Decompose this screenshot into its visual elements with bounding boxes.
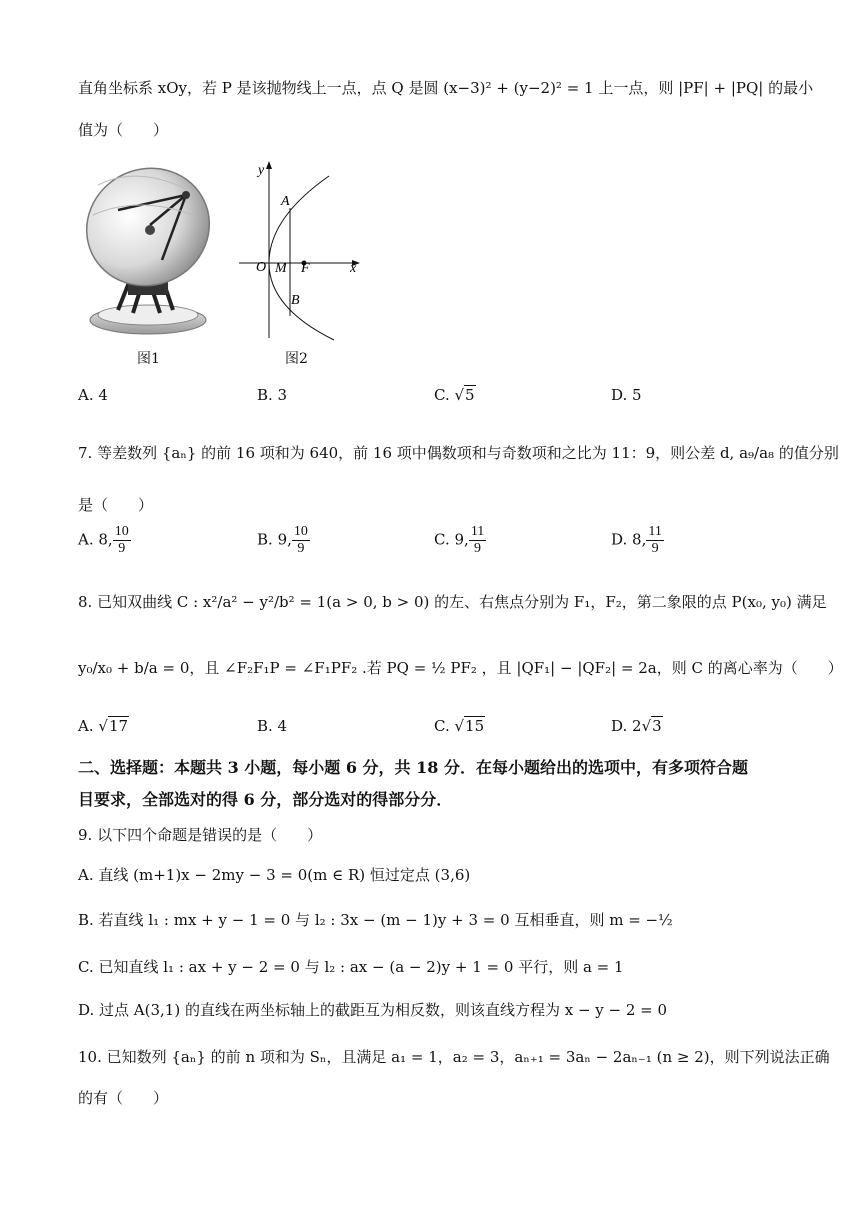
q8-stem-line1: 8. 已知双曲线 C : x²/a² − y²/b² = 1(a > 0, b > 0) 的左、右焦点分别为 F₁，F₂，第二象限的点 P(x₀, y₀) 满足 (78, 593, 827, 611)
q8-stem-line2: y₀/x₀ + b/a = 0，且 ∠F₂F₁P = ∠F₁PF₂ .若 PQ = ½ PF₂ ，且 |QF₁| − |QF₂| = 2a，则 C 的离心率为（ ） (78, 659, 843, 677)
q8-option-b: B. 4 (257, 717, 288, 735)
q8-option-a: A. √17 (78, 717, 129, 735)
q7-stem-line1: 7. 等差数列 {aₙ} 的前 16 项和为 640，前 16 项中偶数项和与奇数项和之比为 11：9，则公差 d, a₉/a₈ 的值分别 (78, 444, 839, 462)
q6-option-c: C. √5 (434, 386, 475, 404)
q8-option-d: D. 2√3 (611, 717, 662, 735)
q6-stem-line2: 值为（ ） (78, 121, 169, 139)
q7-option-c: C. 9, $\frac{11}{9}$ (434, 524, 485, 556)
q7-option-a: A. 8, $\frac{10}{9}$ (78, 524, 129, 556)
q8-option-c: C. √15 (434, 717, 485, 735)
fig2-label-y: y (258, 163, 265, 178)
q6-option-d: D. 5 (611, 386, 642, 404)
q9-option-b: B. 若直线 l₁ : mx + y − 1 = 0 与 l₂ : 3x − (m − 1)y + 3 = 0 互相垂直，则 m = −½ (78, 911, 673, 929)
q7-option-b: B. 9, $\frac{10}{9}$ (257, 524, 308, 556)
q6-stem-line1: 直角坐标系 xOy，若 P 是该抛物线上一点，点 Q 是圆 (x−3)² + (y−2)² = 1 上一点，则 |PF| + |PQ| 的最小 (78, 79, 814, 97)
fig2-label-A: A (281, 194, 290, 209)
section2-heading-line2: 目要求，全部选对的得 6 分，部分选对的得部分分． (78, 790, 453, 809)
fig2-label-M: M (275, 261, 287, 276)
q9-option-c: C. 已知直线 l₁ : ax + y − 2 = 0 与 l₂ : ax − (a − 2)y + 1 = 0 平行，则 a = 1 (78, 958, 624, 976)
fig2-label-B: B (291, 293, 300, 308)
q7-stem-line2: 是（ ） (78, 496, 154, 514)
fig2-label-x: x (350, 261, 357, 276)
q7-option-d: D. 8, $\frac{11}{9}$ (611, 524, 662, 556)
q9-option-a: A. 直线 (m+1)x − 2my − 3 = 0(m ∈ R) 恒过定点 (3,6) (78, 866, 471, 884)
parabola-diagram (234, 158, 364, 343)
q6-option-b: B. 3 (257, 386, 288, 404)
figure2-caption: 图2 (285, 351, 308, 367)
fig2-label-F: F (301, 261, 310, 276)
fig2-label-O: O (256, 260, 267, 275)
section2-heading-line1: 二、选择题：本题共 3 小题，每小题 6 分，共 18 分．在每小题给出的选项中，有多项符合题 (78, 758, 748, 777)
satellite-dish-image (78, 155, 216, 340)
q6-option-a: A. 4 (78, 386, 108, 404)
q9-stem: 9. 以下四个命题是错误的是（ ） (78, 826, 323, 844)
q10-stem-line2: 的有（ ） (78, 1089, 169, 1107)
figure1-caption: 图1 (137, 351, 160, 367)
q9-option-d: D. 过点 A(3,1) 的直线在两坐标轴上的截距互为相反数，则该直线方程为 x − y − 2 = 0 (78, 1001, 668, 1019)
q10-stem-line1: 10. 已知数列 {aₙ} 的前 n 项和为 Sₙ，且满足 a₁ = 1，a₂ = 3，aₙ₊₁ = 3aₙ − 2aₙ₋₁ (n ≥ 2)，则下列说法正确 (78, 1048, 830, 1066)
